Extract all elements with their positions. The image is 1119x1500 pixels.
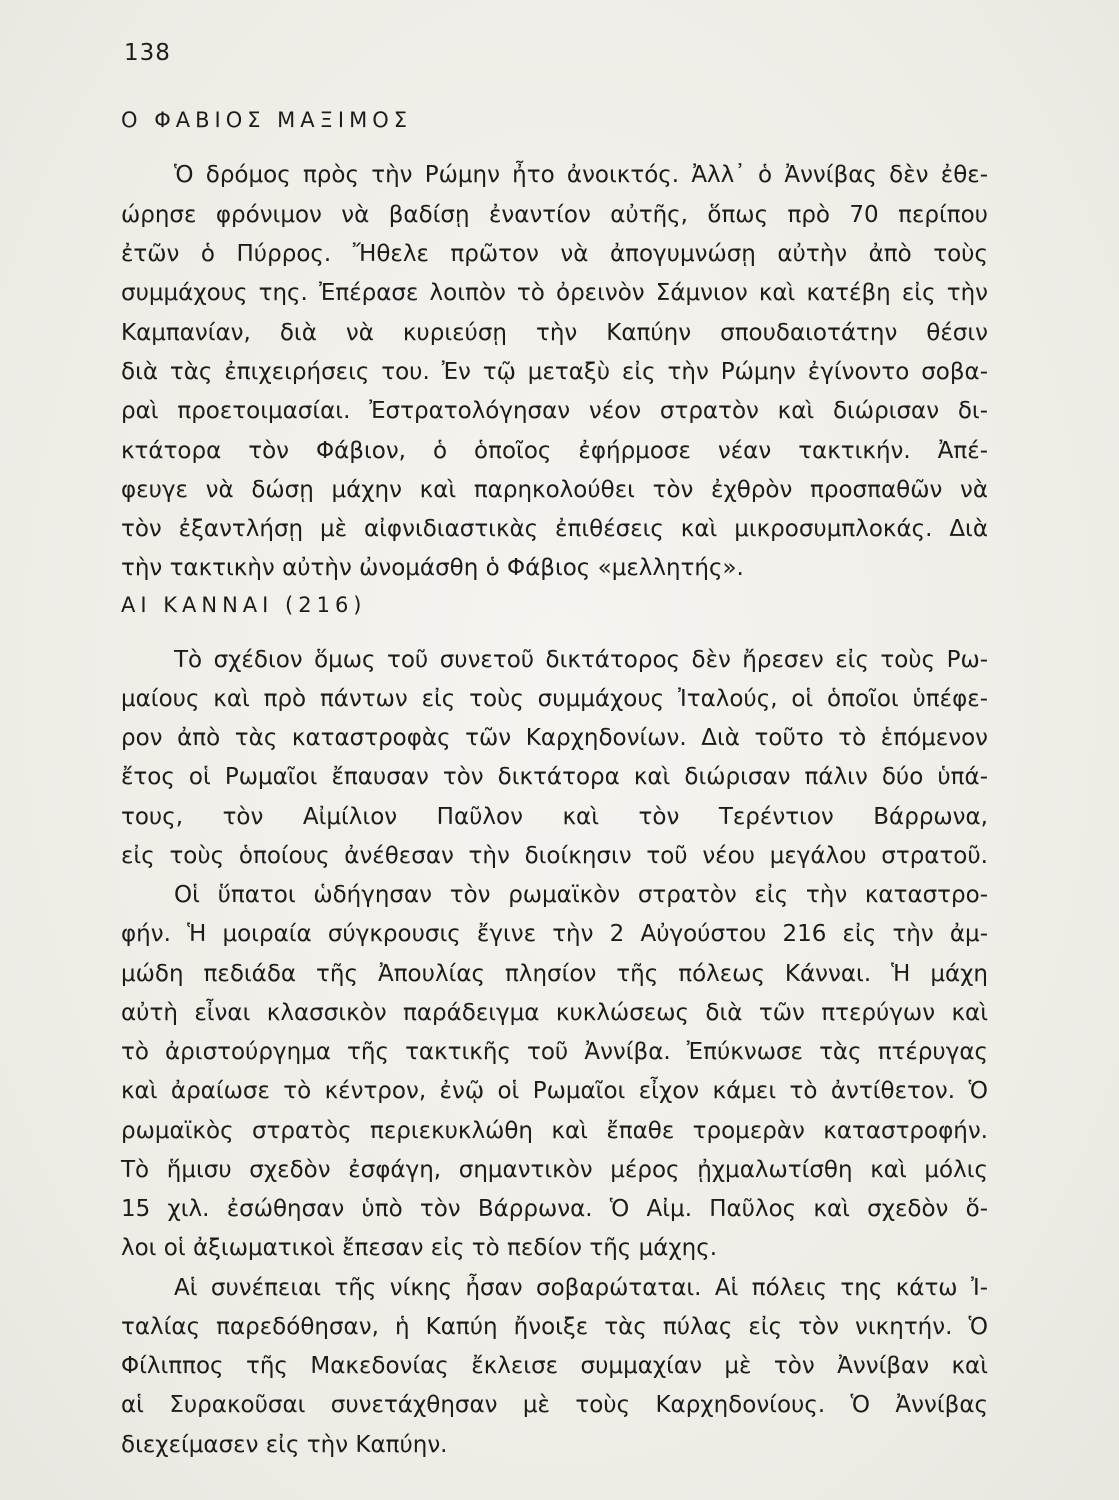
text-line: ρωμαϊκὸς στρατὸς περιεκυκλώθη καὶ ἔπαθε τρομερὰν καταστροφήν. — [121, 1118, 988, 1144]
text-line: ἐτῶν ὁ Πύρρος. Ἤθελε πρῶτον νὰ ἀπογυμνώσῃ αὐτὴν ἀπὸ τοὺς — [121, 241, 988, 267]
text-line: ἔτος οἱ Ρωμαῖοι ἔπαυσαν τὸν δικτάτορα καὶ διώρισαν πάλιν δύο ὑπά- — [121, 764, 988, 790]
text-line: Καμπανίαν, διὰ νὰ κυριεύσῃ τὴν Καπύην σπουδαιοτάτην θέσιν — [121, 320, 988, 346]
text-line: ταλίας παρεδόθησαν, ἡ Καπύη ἤνοιξε τὰς πύλας εἰς τὸν νικητήν. Ὁ — [121, 1314, 988, 1340]
text-line: αὐτὴ εἶναι κλασσικὸν παράδειγμα κυκλώσεως διὰ τῶν πτερύγων καὶ — [121, 1000, 988, 1026]
text-line: τὸ ἀριστούργημα τῆς τακτικῆς τοῦ Ἀννίβα. Ἐπύκνωσε τὰς πτέρυγας — [121, 1039, 988, 1065]
text-line: 15 χιλ. ἐσώθησαν ὑπὸ τὸν Βάρρωνα. Ὁ Αἰμ. Παῦλος καὶ σχεδὸν ὅ- — [121, 1196, 988, 1222]
text-line: φευγε νὰ δώσῃ μάχην καὶ παρηκολούθει τὸν ἐχθρὸν προσπαθῶν νὰ — [121, 477, 988, 503]
text-line: αἱ Συρακοῦσαι συνετάχθησαν μὲ τοὺς Καρχηδονίους. Ὁ Ἀννίβας — [121, 1392, 988, 1418]
text-line: κτάτορα τὸν Φάβιον, ὁ ὁποῖος ἐφήρμοσε νέαν τακτικήν. Ἀπέ- — [121, 438, 988, 464]
text-line: Τὸ ἥμισυ σχεδὸν ἐσφάγη, σημαντικὸν μέρος ᾐχμαλωτίσθη καὶ μόλις — [121, 1157, 988, 1183]
text-line: Αἱ συνέπειαι τῆς νίκης ἦσαν σοβαρώταται. Αἱ πόλεις της κάτω Ἰ- — [174, 1275, 988, 1301]
text-line: ραὶ προετοιμασίαι. Ἐστρατολόγησαν νέον στρατὸν καὶ διώρισαν δι- — [121, 398, 988, 424]
text-line: ώρησε φρόνιμον νὰ βαδίσῃ ἐναντίον αὐτῆς, ὅπως πρὸ 70 περίπου — [121, 202, 988, 228]
text-line: μαίους καὶ πρὸ πάντων εἰς τοὺς συμμάχους Ἰταλούς, οἱ ὁποῖοι ὑπέφε- — [121, 686, 988, 712]
section-heading-cannae: ΑΙ ΚΑΝΝΑΙ (216) — [121, 593, 367, 617]
text-line: εἰς τοὺς ὁποίους ἀνέθεσαν τὴν διοίκησιν τοῦ νέου μεγάλου στρατοῦ. — [121, 843, 988, 869]
page-number: 138 — [124, 40, 171, 66]
text-line: διεχείμασεν εἰς τὴν Καπύην. — [121, 1432, 448, 1458]
text-line: διὰ τὰς ἐπιχειρήσεις του. Ἐν τῷ μεταξὺ εἰς τὴν Ρώμην ἐγίνοντο σοβα- — [121, 359, 988, 385]
text-line: Οἱ ὕπατοι ὡδήγησαν τὸν ρωμαϊκὸν στρατὸν εἰς τὴν καταστρο- — [174, 882, 988, 908]
text-line: συμμάχους της. Ἐπέρασε λοιπὸν τὸ ὀρεινὸν Σάμνιον καὶ κατέβη εἰς τὴν — [121, 280, 988, 306]
text-line: ρον ἀπὸ τὰς καταστροφὰς τῶν Καρχηδονίων. Διὰ τοῦτο τὸ ἑπόμενον — [121, 725, 988, 751]
text-line: Τὸ σχέδιον ὅμως τοῦ συνετοῦ δικτάτορος δὲν ἤρεσεν εἰς τοὺς Ρω- — [174, 647, 988, 673]
text-line: τὴν τακτικὴν αὐτὴν ὠνομάσθη ὁ Φάβιος «μελλητής». — [121, 555, 744, 581]
section-heading-fabius: Ο ΦΑΒΙΟΣ ΜΑΞΙΜΟΣ — [121, 108, 413, 132]
text-line: λοι οἱ ἀξιωματικοὶ ἔπεσαν εἰς τὸ πεδίον τῆς μάχης. — [121, 1235, 718, 1261]
text-line: καὶ ἀραίωσε τὸ κέντρον, ἐνῷ οἱ Ρωμαῖοι εἶχον κάμει τὸ ἀντίθετον. Ὁ — [121, 1078, 988, 1104]
text-line: μώδη πεδιάδα τῆς Ἀπουλίας πλησίον τῆς πόλεως Κάνναι. Ἡ μάχη — [121, 961, 988, 987]
text-line: φήν. Ἡ μοιραία σύγκρουσις ἔγινε τὴν 2 Αὐγούστου 216 εἰς τὴν ἀμ- — [121, 921, 988, 947]
text-line: Φίλιππος τῆς Μακεδονίας ἔκλεισε συμμαχίαν μὲ τὸν Ἀννίβαν καὶ — [121, 1353, 988, 1379]
text-line: τὸν ἐξαντλήσῃ μὲ αἰφνιδιαστικὰς ἐπιθέσεις καὶ μικροσυμπλοκάς. Διὰ — [121, 516, 988, 542]
text-line: Ὁ δρόμος πρὸς τὴν Ρώμην ἦτο ἀνοικτός. Ἀλλ᾽ ὁ Ἀννίβας δὲν ἐθε- — [174, 162, 988, 188]
text-line: τους, τὸν Αἰμίλιον Παῦλον καὶ τὸν Τερέντιον Βάρρωνα, — [121, 804, 988, 830]
